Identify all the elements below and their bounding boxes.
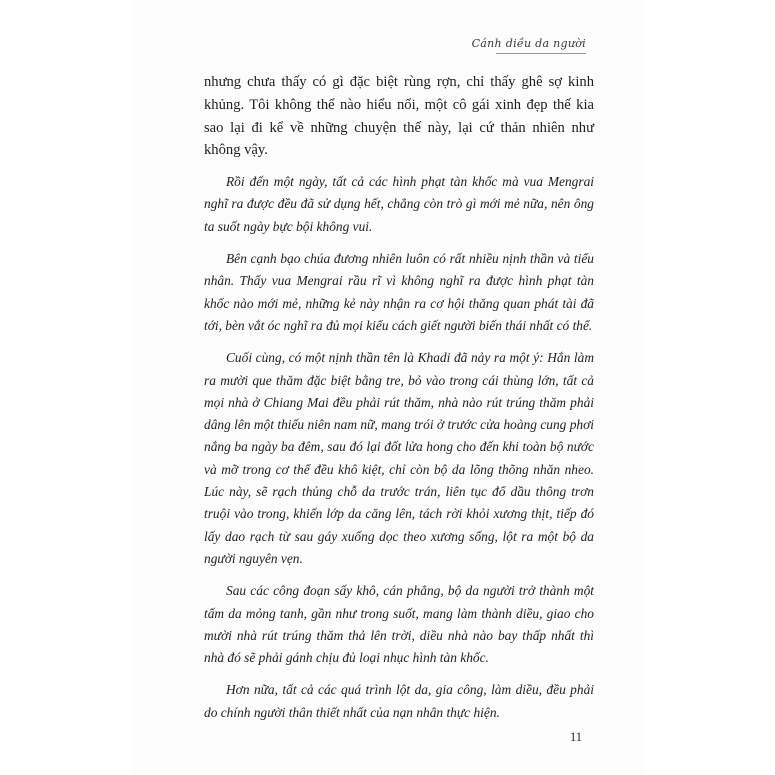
paragraph-3: Bên cạnh bạo chúa đương nhiên luôn có rất nhiều nịnh thần và tiểu nhân. Thấy vua Mengrai rầu rĩ vì không nghĩ ra được hình phạt tàn khốc nào mới mẻ, những kẻ này nhận ra cơ hội thăng quan phát tài đã tới, bèn vắt óc nghĩ ra đủ mọi kiểu cách giết người biến thái nhất có thể.	[204, 251, 594, 333]
paragraph-4: Cuối cùng, có một nịnh thần tên là Khadi đã nảy ra một ý: Hắn làm ra mười que thăm đặc biệt bằng tre, bỏ vào trong cái thùng lớn, tất cả mọi nhà ở Chiang Mai đều phải rút thăm, nhà nào rút trúng thăm phải dâng lên một thiếu niên nam nữ, mang trói ở trước cửa hoàng cung phơi nắng ba ngày ba đêm, sau đó lại đốt lửa hong cho đến khi toàn bộ nước và mỡ trong cơ thể đều khô kiệt, chỉ còn bộ da lõng thõng nhăn nheo. Lúc này, sẽ rạch thủng chỗ da trước trán, liên tục đổ dầu thông trơn truội vào trong, khiến lớp da căng lên, tách rời khỏi xương thịt, tiếp đó lấy dao rạch từ sau gáy xuống dọc theo xương sống, lột ra một bộ da người nguyên vẹn.	[204, 350, 594, 566]
running-header: Cánh diều da người	[471, 37, 586, 50]
paragraph-5: Sau các công đoạn sấy khô, cán phẳng, bộ da người trở thành một tấm da mỏng tanh, gần như trong suốt, mang làm thành diều, giao cho mười nhà rút trúng thăm thả lên trời, diều nhà nào bay thấp nhất thì nhà đó sẽ phải gánh chịu đủ loại nhục hình tàn khốc.	[204, 583, 594, 666]
paragraph-6: Hơn nữa, tất cả các quá trình lột da, gia công, làm diều, đều phải do chính người thân thiết nhất của nạn nhân thực hiện.	[204, 682, 594, 720]
paragraph-2: Rồi đến một ngày, tất cả các hình phạt tàn khốc mà vua Mengrai nghĩ ra được đều đã sử dụng hết, chẳng còn trò gì mới mẻ nữa, nên ông ta suốt ngày bực bội không vui.	[204, 174, 594, 234]
header-rule	[496, 53, 586, 54]
book-page	[132, 0, 644, 775]
paragraph-1: nhưng chưa thấy có gì đặc biệt rùng rợn, chỉ thấy ghê sợ kinh khủng. Tôi không thể nào hiểu nổi, một cô gái xinh đẹp thế kia sao lại đi kể về những chuyện thế này, lại cứ thản nhiên như không vậy.	[204, 74, 594, 159]
page-number: 11	[569, 730, 582, 744]
page-body	[204, 71, 594, 734]
